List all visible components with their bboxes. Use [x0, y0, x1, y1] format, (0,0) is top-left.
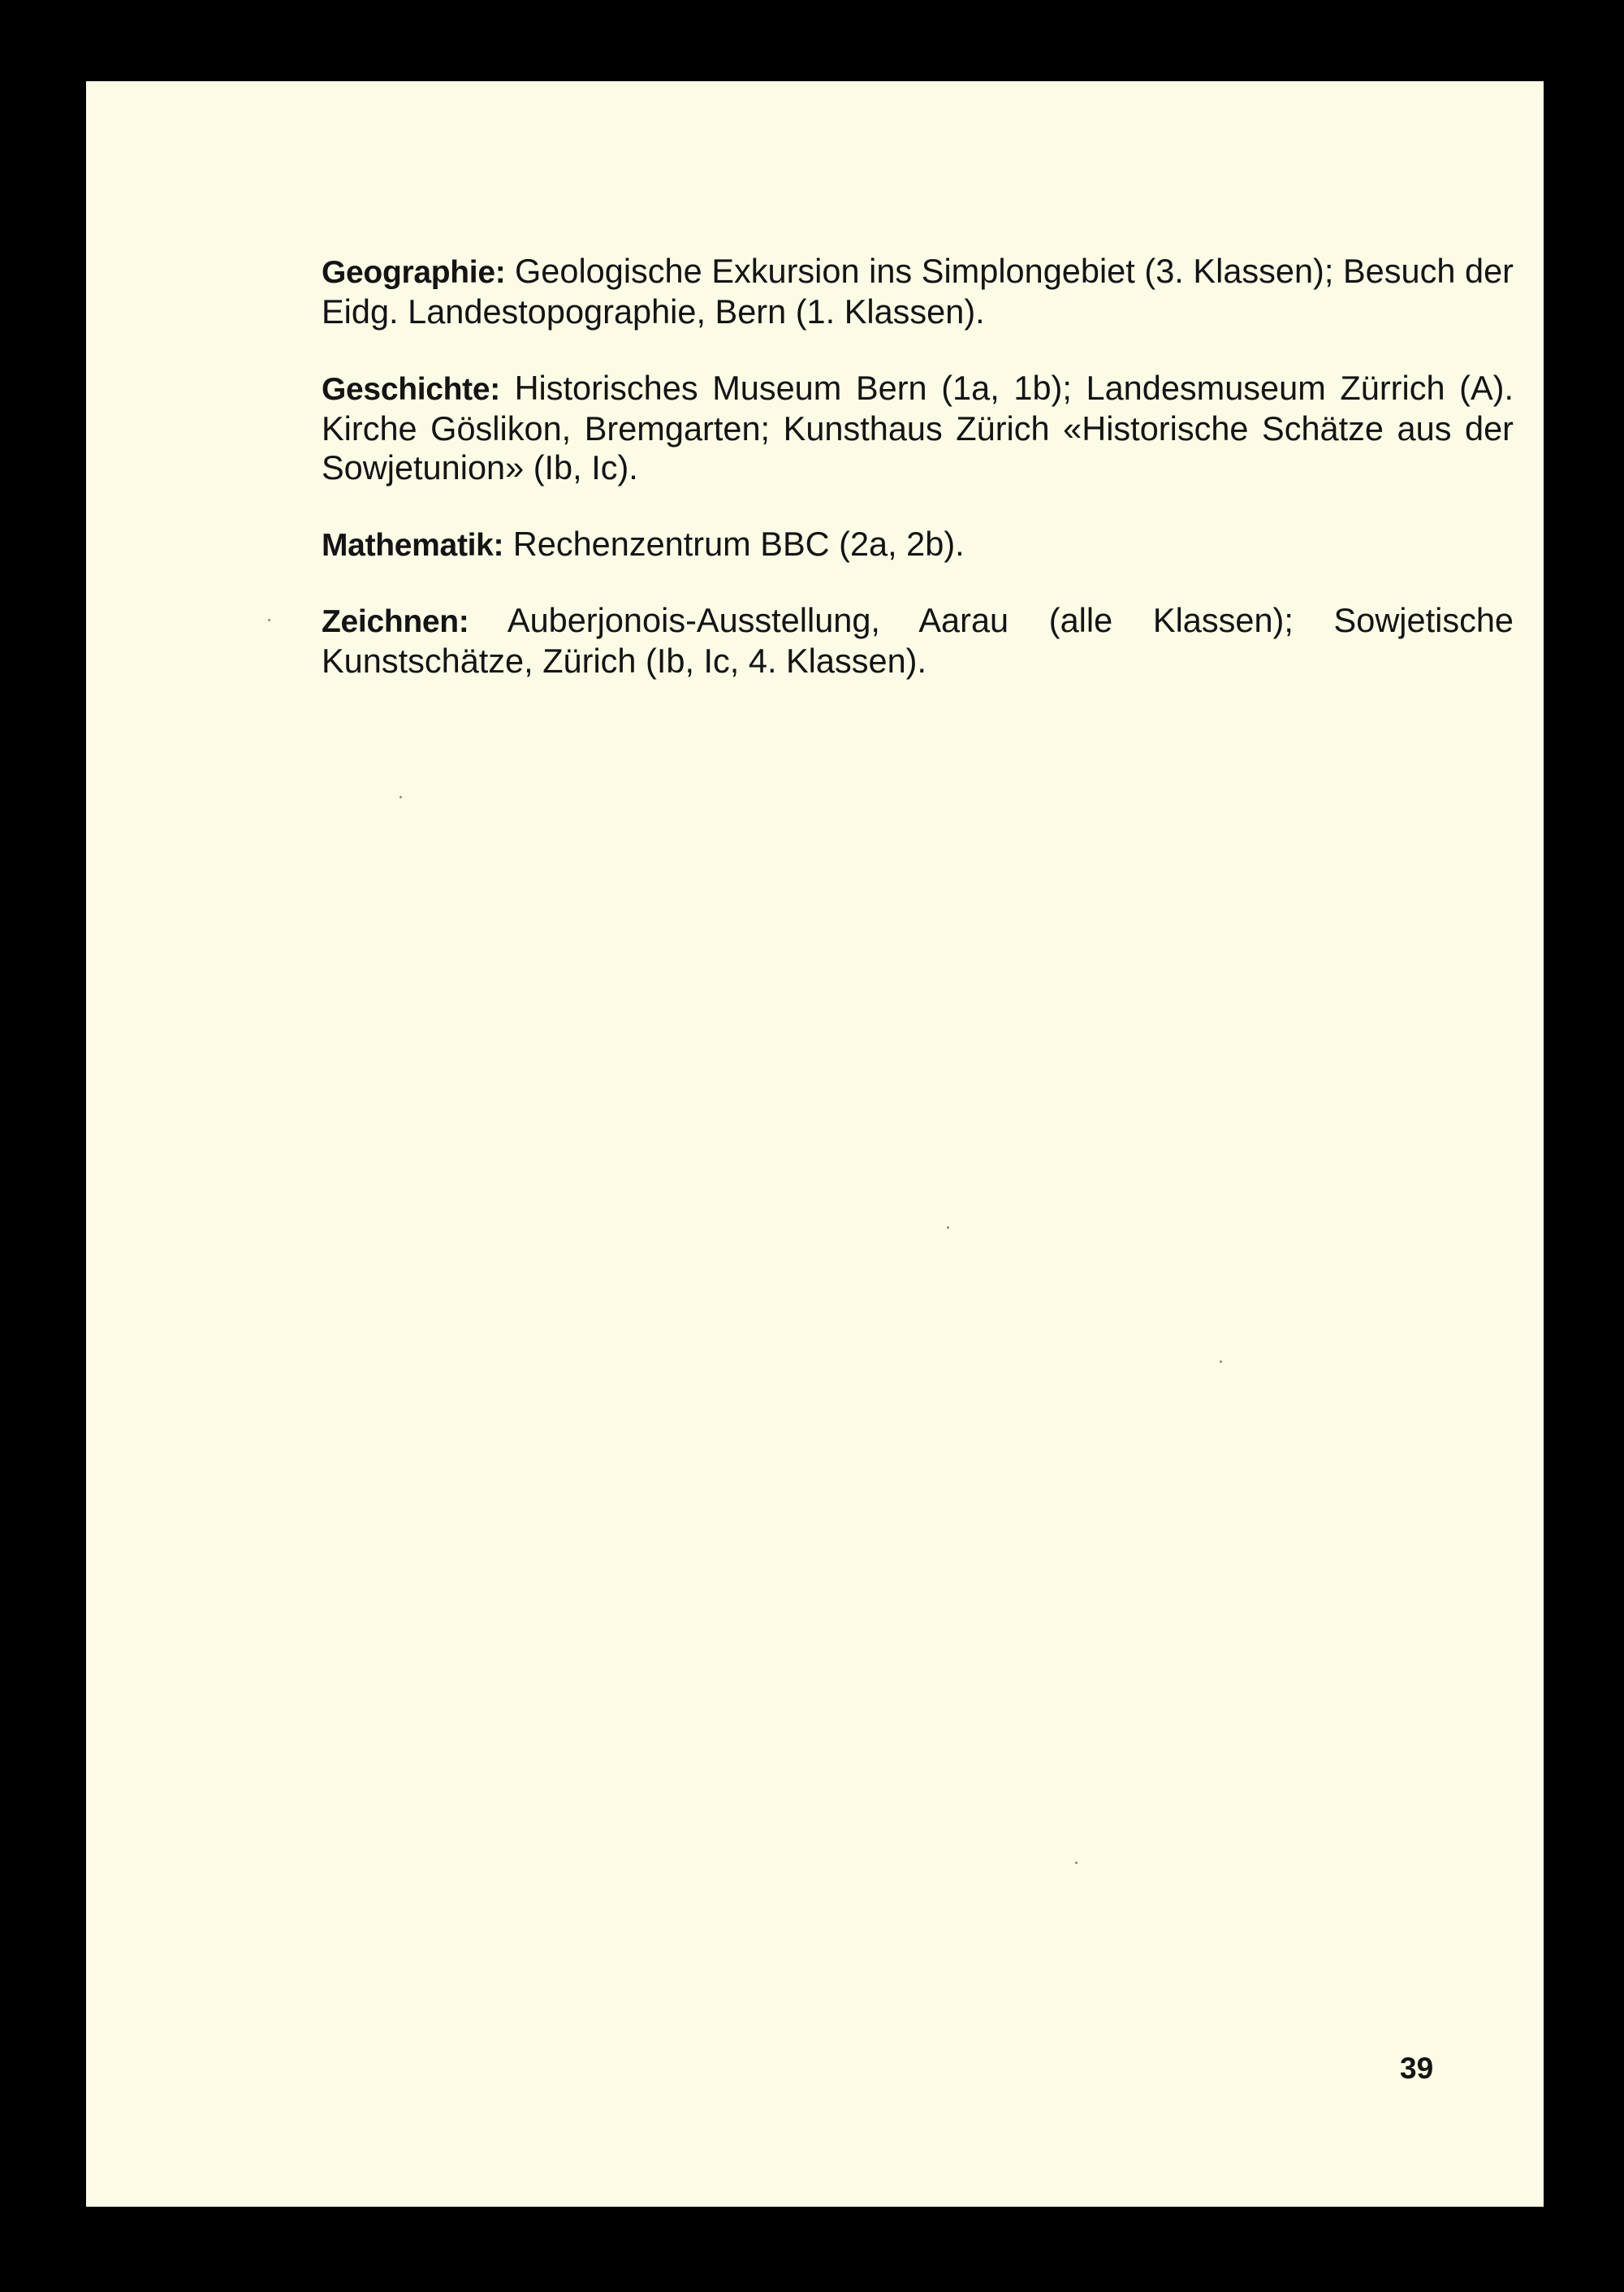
- dust-speck: [400, 796, 402, 798]
- entry-mathematik: [322, 525, 1514, 565]
- entry-subject: Geographie:: [322, 255, 506, 290]
- entry-subject: Zeichnen:: [322, 604, 469, 639]
- dust-speck: [947, 1226, 949, 1229]
- entry-text: Auberjonois-Ausstellung, Aarau (alle Klassen); Sowjetische Kunstschätze, Zürich (Ib, Ic, 4. Klassen).: [322, 601, 1514, 680]
- page-content: [322, 252, 1514, 718]
- entry-zeichnen: [322, 601, 1514, 681]
- entry-text: Geologische Exkursion ins Simplongebiet (3. Klassen); Besuch der Eidg. Landestopographie, Bern (1. Klassen).: [322, 252, 1514, 331]
- entry-geographie: [322, 252, 1514, 331]
- dust-speck: [268, 619, 270, 621]
- dust-speck: [1220, 1360, 1222, 1363]
- entry-text: Rechenzentrum BBC (2a, 2b).: [512, 525, 965, 563]
- entry-geschichte: [322, 369, 1514, 487]
- entry-subject: Geschichte:: [322, 372, 500, 407]
- entry-subject: Mathematik:: [322, 528, 504, 563]
- document-page: [86, 81, 1544, 2207]
- entry-text: Historisches Museum Bern (1a, 1b); Landesmuseum Zürrich (A). Kirche Göslikon, Bremgarten; Kunsthaus Zürich «Historische Schätze aus der Sowjetunion» (Ib, Ic).: [322, 369, 1514, 487]
- dust-speck: [1075, 1862, 1078, 1864]
- page-number: 39: [1400, 2052, 1434, 2085]
